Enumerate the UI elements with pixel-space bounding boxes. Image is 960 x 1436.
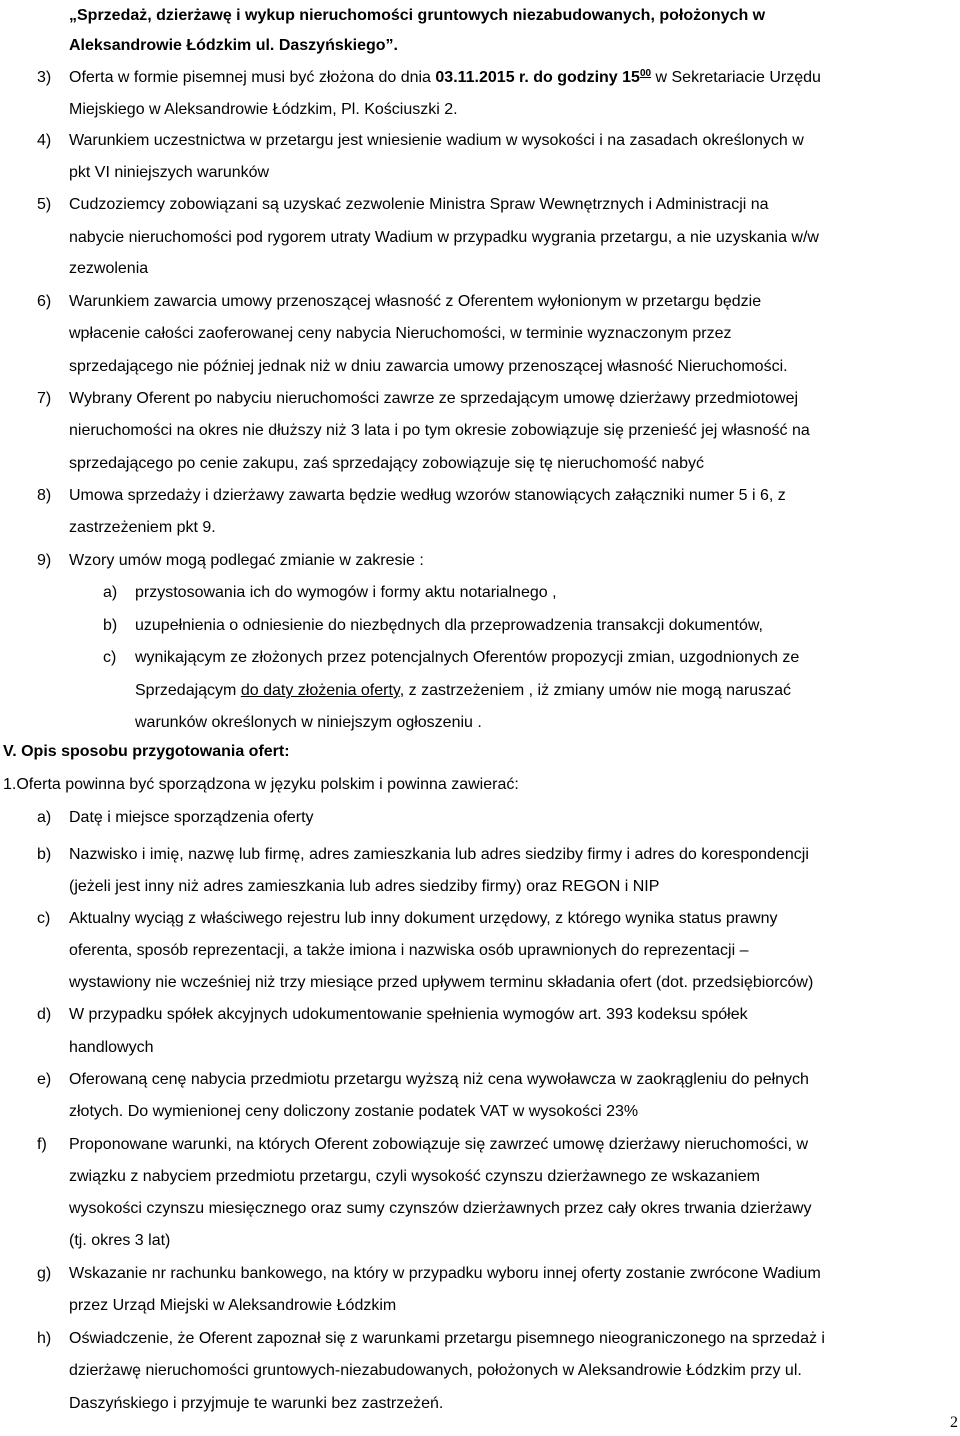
item-3-line-1	[69, 68, 821, 88]
item-5-line-3: zezwolenia	[69, 260, 149, 277]
req-c-line-2: oferenta, sposób reprezentacji, a także imiona i nazwiska osób uprawnionych do reprezentacji –	[69, 942, 749, 959]
req-f-line-4: (tj. okres 3 lat)	[69, 1232, 171, 1249]
heading-line-2: Aleksandrowie Łódzkim ul. Daszyńskiego”.	[69, 37, 398, 54]
req-h-letter: h)	[37, 1330, 52, 1347]
item-3-place: w Sekretariacie Urzędu	[651, 69, 821, 86]
req-e-letter: e)	[37, 1071, 52, 1088]
item-6-number: 6)	[37, 293, 52, 310]
req-b-line-1: Nazwisko i imię, nazwę lub firmę, adres zamieszkania lub adres siedziby firmy i adres do korespondencji	[69, 846, 809, 863]
item-9c-line-1: wynikającym ze złożonych przez potencjalnych Oferentów propozycji zmian, uzgodnionych ze	[135, 649, 800, 666]
item-3-line-2: Miejskiego w Aleksandrowie Łódzkim, Pl. Kościuszki 2.	[69, 101, 458, 118]
item-6-line-3: sprzedającego nie później jednak niż w dniu zawarcia umowy przenoszącej własność Nieruchomości.	[69, 358, 788, 375]
req-c-line-3: wystawiony nie wcześniej niż trzy miesiące przed upływem terminu składania ofert (dot. przedsiębiorców)	[69, 974, 814, 991]
req-g-line-2: przez Urząd Miejski w Aleksandrowie Łódzkim	[69, 1297, 397, 1314]
req-d-line-1: W przypadku spółek akcyjnych udokumentowanie spełnienia wymogów art. 393 kodeksu spółek	[69, 1006, 748, 1023]
item-9c-text-b: , z zastrzeżeniem , iż zmiany umów nie mogą naruszać	[399, 682, 791, 699]
item-3-number: 3)	[37, 69, 52, 86]
req-f-line-1: Proponowane warunki, na których Oferent zobowiązuje się zawrzeć umowę dzierżawy nieruchomości, w	[69, 1136, 808, 1153]
item-5-number: 5)	[37, 196, 52, 213]
item-9b-letter: b)	[103, 617, 118, 634]
item-3-deadline: 03.11.2015 r. do godziny 15	[435, 69, 640, 86]
req-g-letter: g)	[37, 1265, 52, 1282]
req-a-letter: a)	[37, 809, 52, 826]
req-g-line-1: Wskazanie nr rachunku bankowego, na który w przypadku wyboru innej oferty zostanie zwrócone Wadium	[69, 1265, 821, 1282]
item-9b-text: uzupełnienia o odniesienie do niezbędnych dla przeprowadzenia transakcji dokumentów,	[135, 617, 763, 634]
item-9a-text: przystosowania ich do wymogów i formy aktu notarialnego ,	[135, 584, 557, 601]
item-7-line-3: sprzedającego po cenie zakupu, zaś sprzedający zobowiązuje się tę nieruchomość nabyć	[69, 455, 705, 472]
req-a-line-1: Datę i miejsce sporządzenia oferty	[69, 809, 314, 826]
req-d-letter: d)	[37, 1006, 52, 1023]
item-9c-underlined: do daty złożenia oferty	[240, 682, 400, 699]
item-8-line-1: Umowa sprzedaży i dzierżawy zawarta będzie według wzorów stanowiących załączniki numer 5 i 6, z	[69, 487, 786, 504]
section-5-title: V. Opis sposobu przygotowania ofert:	[3, 743, 290, 760]
req-d-line-2: handlowych	[69, 1039, 154, 1056]
req-f-line-2: związku z nabyciem przedmiotu przetargu, czyli wysokość czynszu dzierżawnego ze wskazaniem	[69, 1168, 760, 1185]
req-b-line-2: (jeżeli jest inny niż adres zamieszkania lub adres siedziby firmy) oraz REGON i NIP	[69, 878, 660, 895]
item-5-line-1: Cudzoziemcy zobowiązani są uzyskać zezwolenie Ministra Spraw Wewnętrznych i Administracji na	[69, 196, 769, 213]
req-b-letter: b)	[37, 846, 52, 863]
item-5-line-2: nabycie nieruchomości pod rygorem utraty Wadium w przypadku wygrania przetargu, a nie uzyskania w/w	[69, 229, 819, 246]
req-h-line-3: Daszyńskiego i przyjmuje te warunki bez zastrzeżeń.	[69, 1395, 444, 1412]
req-h-line-2: dzierżawę nieruchomości gruntowych-niezabudowanych, położonych w Aleksandrowie Łódzkim przy ul.	[69, 1362, 802, 1379]
item-4-line-1: Warunkiem uczestnictwa w przetargu jest wniesienie wadium w wysokości i na zasadach określonych w	[69, 132, 804, 149]
item-6-line-2: wpłacenie całości zaoferowanej ceny nabycia Nieruchomości, w terminie wyznaczonym przez	[69, 325, 732, 342]
req-f-letter: f)	[37, 1136, 47, 1153]
item-3-minutes: 00	[639, 68, 652, 79]
item-9-number: 9)	[37, 552, 52, 569]
item-9a-letter: a)	[103, 584, 118, 601]
section-5-intro: 1.Oferta powinna być sporządzona w języku polskim i powinna zawierać:	[3, 776, 519, 793]
item-4-line-2: pkt VI niniejszych warunków	[69, 164, 270, 181]
item-8-number: 8)	[37, 487, 52, 504]
item-9c-line-2	[135, 681, 791, 701]
item-9c-text-a: Sprzedającym	[135, 682, 241, 699]
item-7-line-2: nieruchomości na okres nie dłuższy niż 3 lata i po tym okresie zobowiązuje się przenieść jej własność na	[69, 422, 810, 439]
req-e-line-2: złotych. Do wymienionej ceny doliczony zostanie podatek VAT w wysokości 23%	[69, 1103, 639, 1120]
item-6-line-1: Warunkiem zawarcia umowy przenoszącej własność z Oferentem wyłonionym w przetargu będzie	[69, 293, 762, 310]
item-9c-line-3: warunków określonych w niniejszym ogłoszeniu .	[135, 714, 482, 731]
req-f-line-3: wysokości czynszu miesięcznego oraz sumy czynszów dzierżawnych przez cały okres trwania dzierżawy	[69, 1200, 812, 1217]
item-9c-letter: c)	[103, 649, 117, 666]
req-h-line-1: Oświadczenie, że Oferent zapoznał się z warunkami przetargu pisemnego nieograniczonego na sprzedaż i	[69, 1330, 825, 1347]
item-7-number: 7)	[37, 390, 52, 407]
item-8-line-2: zastrzeżeniem pkt 9.	[69, 519, 216, 536]
heading-line-1: „Sprzedaż, dzierżawę i wykup nieruchomości gruntowych niezabudowanych, położonych w	[69, 7, 766, 24]
item-4-number: 4)	[37, 132, 52, 149]
page-number: 2	[950, 1414, 958, 1431]
req-e-line-1: Oferowaną cenę nabycia przedmiotu przetargu wyższą niż cena wywoławcza w zaokrągleniu do pełnych	[69, 1071, 809, 1088]
item-9-line-1: Wzory umów mogą podlegać zmianie w zakresie :	[69, 552, 424, 569]
item-3-text: Oferta w formie pisemnej musi być złożona do dnia	[69, 69, 436, 86]
req-c-letter: c)	[37, 910, 51, 927]
item-7-line-1: Wybrany Oferent po nabyciu nieruchomości zawrze ze sprzedającym umowę dzierżawy przedmiotowej	[69, 390, 799, 407]
req-c-line-1: Aktualny wyciąg z właściwego rejestru lub inny dokument urzędowy, z którego wynika status prawny	[69, 910, 778, 927]
